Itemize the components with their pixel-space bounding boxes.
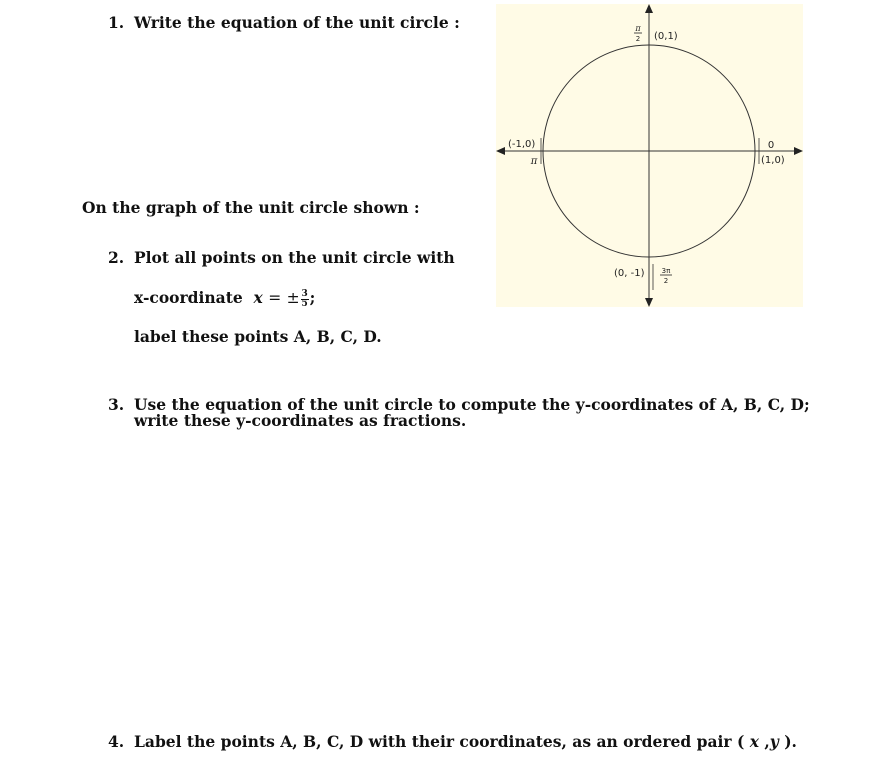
left-angle-label: π	[530, 156, 538, 167]
y-axis-up-arrow-icon	[645, 4, 653, 13]
top-angle-numerator: π	[635, 24, 641, 33]
equals-sign: =	[268, 289, 282, 307]
right-angle-label: 0	[767, 140, 775, 151]
ordered-pair	[737, 732, 797, 751]
question-1	[108, 14, 460, 32]
question-2-line-3: label these points A, B, C, D.	[134, 327, 382, 346]
variable-x: x	[253, 288, 263, 307]
unit-circle-svg	[496, 4, 803, 307]
question-3-line-2: write these y-coordinates as fractions.	[134, 411, 467, 430]
top-angle-denominator: 2	[635, 35, 641, 43]
fraction-denominator: 5	[301, 298, 308, 309]
question-1-text: Write the equation of the unit circle :	[134, 13, 460, 32]
question-1-number: 1.	[108, 13, 125, 32]
pair-x: x	[749, 732, 759, 751]
x-coordinate-label: x-coordinate	[134, 288, 243, 307]
bottom-angle-denominator: 2	[663, 277, 669, 285]
question-4-text: Label the points A, B, C, D with their coordinates, as an ordered pair	[134, 732, 732, 751]
graph-intro-text: On the graph of the unit circle shown :	[82, 198, 420, 217]
top-point-label: (0,1)	[654, 31, 678, 42]
x-axis-left-arrow-icon	[496, 147, 505, 155]
question-2	[108, 249, 455, 267]
question-3-number: 3.	[108, 395, 125, 414]
question-2-number: 2.	[108, 248, 125, 267]
bottom-angle-numerator: 3π	[661, 267, 671, 275]
semicolon: ;	[309, 288, 316, 307]
x-axis-right-arrow-icon	[794, 147, 803, 155]
unit-circle-graph	[496, 4, 803, 307]
three-fifths-fraction	[301, 290, 309, 309]
question-2-line-1: Plot all points on the unit circle with	[134, 248, 455, 267]
plus-minus-sign: ±	[286, 289, 300, 307]
question-4-number: 4.	[108, 732, 125, 751]
pair-open-paren: (	[736, 732, 745, 751]
question-3-line-1: Use the equation of the unit circle to compute the y-coordinates of A, B, C, D;	[134, 395, 810, 414]
pair-comma: ,	[764, 732, 770, 751]
fraction-numerator: 3	[301, 288, 308, 299]
pair-y: y	[769, 732, 779, 751]
y-axis-down-arrow-icon	[645, 298, 653, 307]
question-4	[108, 733, 797, 751]
left-point-label: (-1,0)	[508, 139, 536, 150]
right-point-label: (1,0)	[761, 155, 785, 166]
bottom-point-label: (0, -1)	[614, 268, 645, 279]
pair-close-paren: ).	[784, 732, 797, 751]
question-2-line-2	[134, 289, 315, 309]
